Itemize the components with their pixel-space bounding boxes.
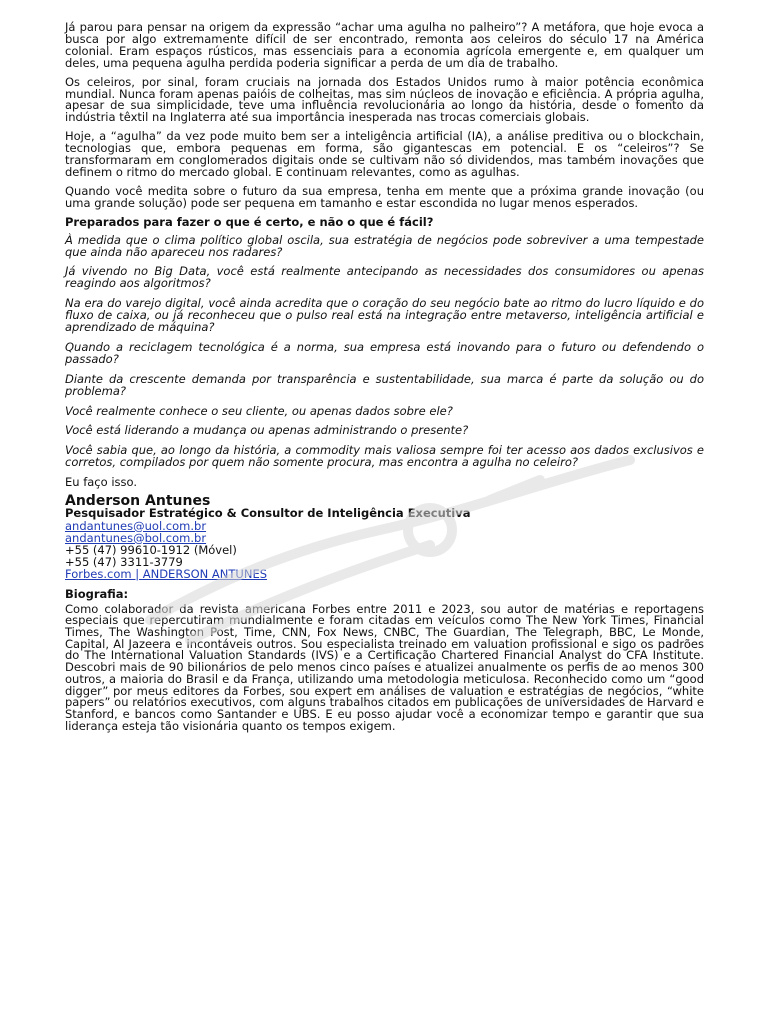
- paragraph-future: Quando você medita sobre o futuro da sua empresa, tenha em mente que a próxima grande inovação (ou uma grande solução) pode ser pequena em tamanho e estar escondida no lugar menos esperados.: [65, 183, 704, 210]
- author-role: Pesquisador Estratégico & Consultor de Inteligência Executiva: [65, 506, 471, 521]
- bio-text: Como colaborador da revista americana Forbes entre 2011 e 2023, sou autor de matérias e reportagens especiais que repercutiram mundialmente e foram citadas em veículos como The New York Times, Financial Times, The Washington Post, Time, CNN, Fox News, CNBC, The Guardian, The Telegraph, BBC, Le Monde, Capital, Al Jazeera e incontáveis outros. Sou especialista treinado em valuation profissional e sigo os padrões do The International Valuation Standards (IVS) e a Certificação Chartered Financial Analyst do CFA Institute. Descobri mais de 90 bilionários de pelo menos cinco países e atualizei anualmente os perfis de ao menos 300 outros, a maioria do Brasil e da França, utilizando uma metodologia meticulosa. Reconhecido como um “good digger” por meus editores da Forbes, sou expert em análises de valuation e estratégias de negócios, “white papers” ou relatórios executivos, com alguns trabalhos citados em publicações de universidades de Harvard e Stanford, e bancos como Santander e UBS. E eu posso ajudar você a economizar tempo e garantir que sua liderança esteja tão visionária quanto os tempos exigem.: [65, 601, 704, 733]
- paragraph-origin: Já parou para pensar na origem da expressão “achar uma agulha no palheiro”? A metáfora, que hoje evoca a busca por algo extremamente difícil de ser encontrado, remonta aos celeiros do século 17 na América colonial. Eram espaços rústicos, mas essenciais para a economia agrícola emergente e, em qualquer um deles, uma pequena agulha perdida poderia significar a perda de um dia de trabalho.: [65, 20, 704, 70]
- paragraph-barns: Os celeiros, por sinal, foram cruciais na jornada dos Estados Unidos rumo à maior potência econômica mundial. Nunca foram apenas paióis de colheitas, mas sim núcleos de inovação e eficiência. A própria agulha, apesar de sua simplicidade, teve uma influência revolucionária ao longo da história, desde o fomento da indústria têxtil na Inglaterra até sua importância inesperada nas trocas comerciais globais.: [65, 74, 704, 125]
- email-uol[interactable]: andantunes@uol.com.br: [65, 518, 207, 533]
- document-page: [65, 22, 704, 732]
- email-bol[interactable]: andantunes@bol.com.br: [65, 530, 207, 545]
- closing-line: Eu faço isso.: [65, 475, 137, 490]
- question-item: À medida que o clima político global oscila, sua estratégia de negócios pode sobreviver a uma tempestade que ainda não apareceu nos radares?: [65, 232, 704, 259]
- question-item: Já vivendo no Big Data, você está realmente antecipando as necessidades dos consumidores ou apenas reagindo aos algoritmos?: [65, 264, 704, 291]
- question-item: Você sabia que, ao longo da história, a commodity mais valiosa sempre foi ter acesso aos dados exclusivos e corretos, compilados por quem não somente procura, mas encontra a agulha no celeiro?: [65, 443, 704, 470]
- profile-link[interactable]: [65, 568, 704, 580]
- author-name: Anderson Antunes: [65, 493, 211, 510]
- question-item: Diante da crescente demanda por transparência e sustentabilidade, sua marca é parte da solução ou do problema?: [65, 371, 704, 398]
- question-item: Quando a reciclagem tecnológica é a norma, sua empresa está inovando para o futuro ou defendendo o passado?: [65, 339, 704, 366]
- phone-mobile: +55 (47) 99610-1912 (Móvel): [65, 542, 237, 557]
- paragraph-needle-today: Hoje, a “agulha” da vez pode muito bem ser a inteligência artificial (IA), a análise preditiva ou o blockchain, tecnologias que, embora pequenas em forma, são gigantescas em potencial. E os “celeiros”? Se transformaram em conglomerados digitais onde se cultivam não só dividendos, mas também inovações que definem o ritmo do mercado global. E continuam relevantes, como as agulhas.: [65, 129, 704, 179]
- author-signature: [65, 494, 704, 580]
- question-item: Na era do varejo digital, você ainda acredita que o coração do seu negócio bate ao ritmo do lucro líquido e do fluxo de caixa, ou já reconheceu que o pulso real está na integração entre metaverso, inteligência artificial e aprendizado de máquina?: [65, 296, 704, 335]
- question-item: Você realmente conhece o seu cliente, ou apenas dados sobre ele?: [65, 403, 453, 418]
- question-item: Você está liderando a mudança ou apenas administrando o presente?: [65, 423, 469, 438]
- bio-heading: Biografia:: [65, 586, 129, 601]
- phone-landline: +55 (47) 3311-3779: [65, 554, 183, 569]
- section-heading: Preparados para fazer o que é certo, e não o que é fácil?: [65, 214, 434, 229]
- email-link-bol[interactable]: [65, 532, 704, 544]
- forbes-profile-link[interactable]: Forbes.com | ANDERSON ANTUNES: [65, 566, 268, 581]
